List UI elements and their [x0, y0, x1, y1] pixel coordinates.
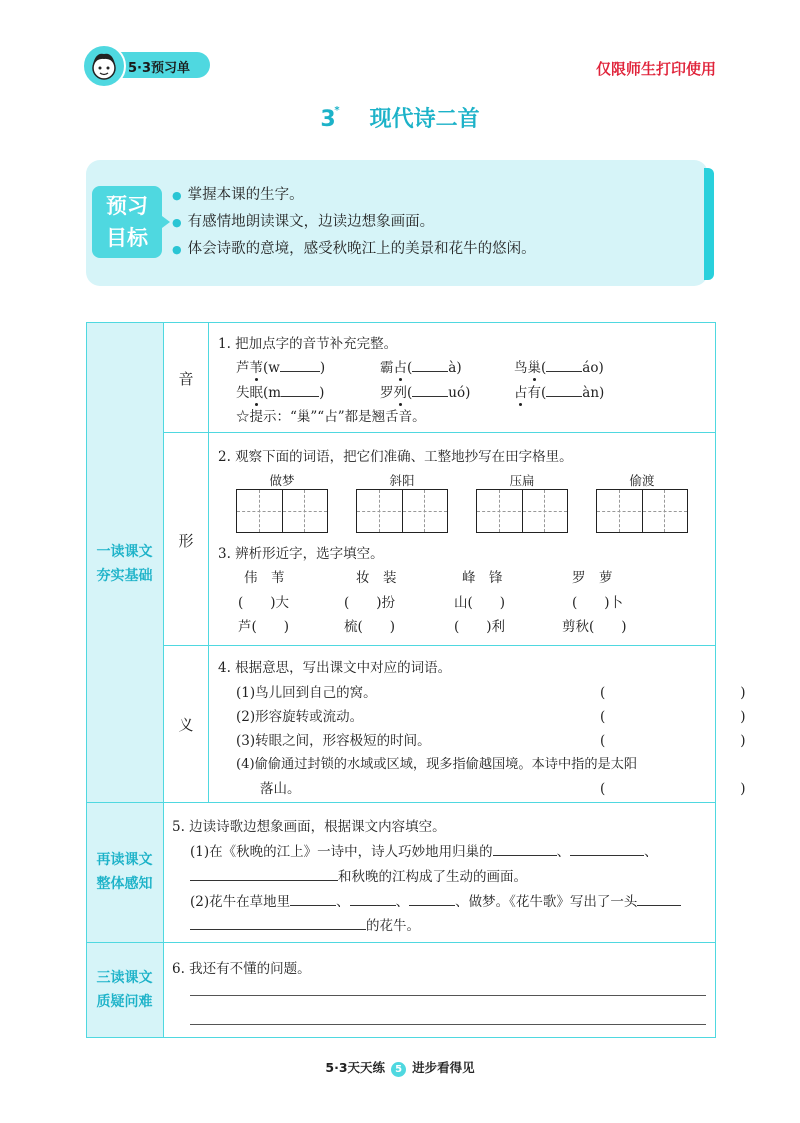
- category-yi: 义: [178, 716, 194, 734]
- q3-blank[interactable]: ( )扮: [344, 595, 396, 611]
- q1-item: 占有( àn): [514, 381, 604, 401]
- print-restriction: 仅限师生打印使用: [595, 60, 716, 78]
- divider: [208, 322, 209, 802]
- q3-prompt: 3. 辨析形近字，选字填空。: [218, 546, 384, 562]
- q2-word: 压扁: [509, 473, 535, 488]
- goal-item: ● 体会诗歌的意境，感受秋晚江上的美景和花牛的悠闲。: [172, 241, 536, 257]
- series-label: 5·3预习单: [128, 61, 191, 76]
- q5-part1: (1)在《秋晚的江上》一诗中，诗人巧妙地用归巢的 、 、: [190, 844, 658, 860]
- q4-prompt: 4. 根据意思，写出课文中对应的词语。: [218, 660, 452, 676]
- q6-prompt: 6. 我还有不懂的问题。: [172, 961, 311, 977]
- lesson-title: [0, 102, 800, 133]
- q4-item: (3)转眼之间，形容极短的时间。: [236, 733, 431, 749]
- footer: 5·3天天练 5 进步看得见: [325, 1060, 475, 1075]
- q4-answer-paren[interactable]: ( ): [600, 685, 746, 701]
- divider: [163, 322, 164, 1038]
- footer-badge: 5: [391, 1062, 406, 1077]
- mascot-icon: [82, 44, 126, 88]
- category-yin: 音: [178, 370, 194, 388]
- q3-blank[interactable]: 梳( ): [344, 619, 396, 635]
- q1-item: 罗列( uó): [380, 381, 470, 401]
- q3-pair: 罗 萝: [572, 570, 613, 586]
- q5-prompt: 5. 边读诗歌边想象画面，根据课文内容填空。: [172, 819, 446, 835]
- q5-part2-cont: 的花牛。: [190, 914, 420, 934]
- q1-prompt: 1. 把加点字的音节补充完整。: [218, 336, 398, 352]
- q3-blank[interactable]: 剪秋( ): [562, 619, 627, 635]
- q3-blank[interactable]: 芦( ): [238, 619, 290, 635]
- q1-item: 失眠(m ): [236, 381, 324, 401]
- section-label-2: 再读课文 整体感知: [96, 852, 153, 892]
- goal-item: ● 掌握本课的生字。: [172, 187, 304, 203]
- q4-answer-paren[interactable]: ( ): [600, 733, 746, 749]
- q4-item: (4)偷偷通过封锁的水域或区域，现多指偷越国境。本诗中指的是太阳: [236, 757, 638, 772]
- lesson-number: 3 *: [320, 105, 340, 132]
- divider: [86, 942, 716, 943]
- category-xing: 形: [178, 532, 194, 550]
- divider: [163, 645, 716, 646]
- q3-pair: 峰 锋: [462, 570, 503, 586]
- answer-line[interactable]: [190, 995, 706, 996]
- q3-pair: 伟 苇: [244, 570, 285, 586]
- q3-blank[interactable]: ( )卜: [572, 595, 624, 611]
- section-label-3: 三读课文 质疑问难: [96, 970, 153, 1010]
- q3-pair: 妆 装: [356, 570, 397, 586]
- q1-item: 鸟巢( áo): [514, 356, 604, 376]
- lesson-name: 现代诗二首: [369, 107, 480, 132]
- q3-blank[interactable]: ( )利: [454, 619, 506, 635]
- q5-part1-cont: 和秋晚的江构成了生动的画面。: [190, 865, 527, 885]
- tianzige-grid[interactable]: [236, 489, 328, 533]
- q3-blank[interactable]: 山( ): [454, 595, 506, 611]
- divider: [163, 432, 716, 433]
- goals-accent-bar: [704, 168, 714, 280]
- q5-part2: (2)花牛在草地里 、 、 、做梦。《花牛歌》写出了一头: [190, 890, 681, 910]
- answer-line[interactable]: [190, 1024, 706, 1025]
- q4-item: (1)鸟儿回到自己的窝。: [236, 685, 377, 701]
- goal-item: ● 有感情地朗读课文，边读边想象画面。: [172, 214, 435, 230]
- divider: [86, 802, 716, 803]
- tianzige-grid[interactable]: [356, 489, 448, 533]
- q2-prompt: 2. 观察下面的词语，把它们准确、工整地抄写在田字格里。: [218, 449, 573, 465]
- section-label-1: 一读课文 夯实基础: [96, 544, 153, 584]
- q3-blank[interactable]: ( )大: [238, 595, 290, 611]
- q4-answer-paren[interactable]: ( ): [600, 709, 746, 725]
- q1-item: 霸占( à): [380, 356, 462, 376]
- q2-word: 做梦: [269, 473, 295, 488]
- preview-goals-box: [86, 160, 708, 286]
- tianzige-grid[interactable]: [596, 489, 688, 533]
- goals-badge: 预习 目标: [92, 186, 162, 258]
- q2-word: 斜阳: [389, 473, 415, 488]
- q4-item-cont: 落山。: [260, 781, 301, 797]
- q4-item: (2)形容旋转或流动。: [236, 709, 364, 725]
- goals-list: [172, 182, 536, 263]
- q2-word: 偷渡: [629, 473, 655, 488]
- q1-hint: ☆提示：“巢”“占”都是翘舌音。: [236, 409, 426, 425]
- q1-item: 芦苇(w ): [236, 356, 325, 376]
- tianzige-grid[interactable]: [476, 489, 568, 533]
- q4-answer-paren[interactable]: ( ): [600, 781, 746, 797]
